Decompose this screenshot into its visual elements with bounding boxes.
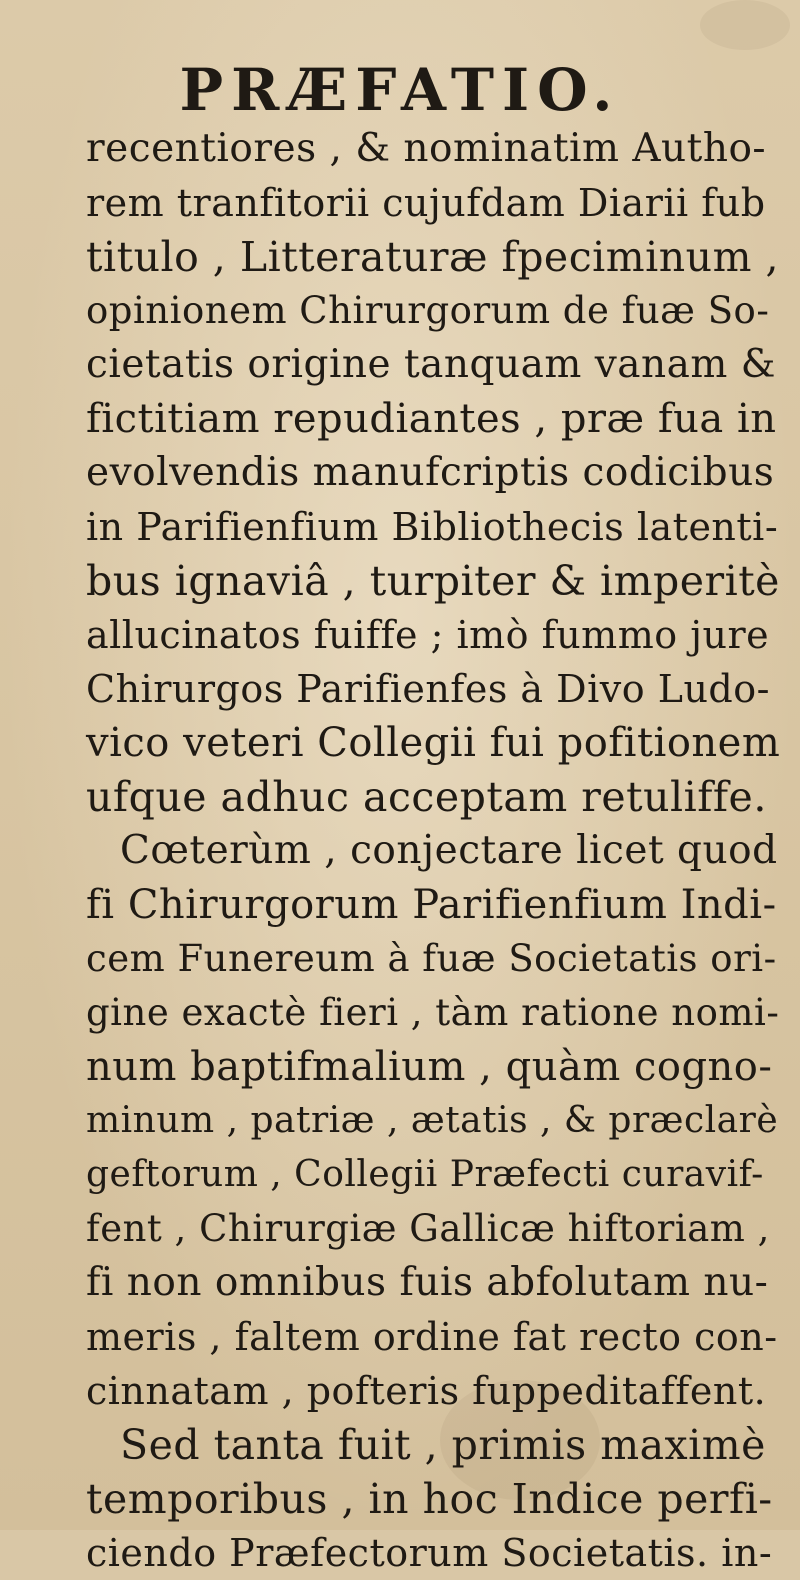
text-line: fictitiam repudiantes , præ fua in	[86, 396, 777, 442]
text-line: vico veteri Collegii fui pofitionem	[86, 720, 781, 766]
text-line: minum , patriæ , ætatis , & præclarè	[86, 1100, 779, 1141]
text-line: evolvendis manufcriptis codicibus	[86, 450, 775, 495]
text-line: cietatis origine tanquam vanam &	[86, 342, 777, 387]
text-line: temporibus , in hoc Indice perfi-	[86, 1475, 773, 1523]
text-line: Chirurgos Parifienfes à Divo Ludo-	[86, 667, 770, 711]
text-line: ufque adhuc acceptam retuliffe.	[86, 773, 767, 821]
page-header: PRÆFATIO.	[179, 56, 621, 124]
text-line: cinnatam , pofteris fuppeditaffent.	[86, 1369, 767, 1413]
text-line: rem tranfitorii cujufdam Diarii fub	[86, 181, 766, 225]
paper-stain	[700, 0, 790, 50]
text-line: titulo , Litteraturæ fpeciminum ,	[86, 233, 780, 281]
text-line: bus ignaviâ , turpiter & imperitè	[86, 557, 780, 605]
text-line: ciendo Præfectorum Societatis. in-	[86, 1531, 773, 1575]
text-line: opinionem Chirurgorum de fuæ So-	[86, 289, 770, 332]
text-line: cem Funereum à fuæ Societatis ori-	[86, 937, 777, 980]
text-line: Cœterùm , conjectare licet quod	[120, 828, 778, 873]
text-line: in Parifienfium Bibliothecis latenti-	[86, 505, 779, 549]
text-line: allucinatos fuiffe ; imò fummo jure	[86, 613, 770, 657]
text-line: fi non omnibus fuis abfolutam nu-	[86, 1260, 769, 1305]
text-line: fi Chirurgorum Parifienfium Indi-	[86, 882, 777, 928]
text-line: meris , faltem ordine fat recto con-	[86, 1315, 778, 1359]
text-line: geftorum , Collegii Præfecti curavif-	[86, 1154, 764, 1195]
text-line: gine exactè fieri , tàm ratione nomi-	[86, 991, 780, 1034]
text-line: recentiores , & nominatim Autho-	[86, 126, 767, 171]
text-line: fent , Chirurgiæ Gallicæ hiftoriam ,	[86, 1207, 770, 1250]
text-line: Sed tanta fuit , primis maximè	[120, 1421, 766, 1469]
text-line: num baptifmalium , quàm cogno-	[86, 1044, 773, 1090]
